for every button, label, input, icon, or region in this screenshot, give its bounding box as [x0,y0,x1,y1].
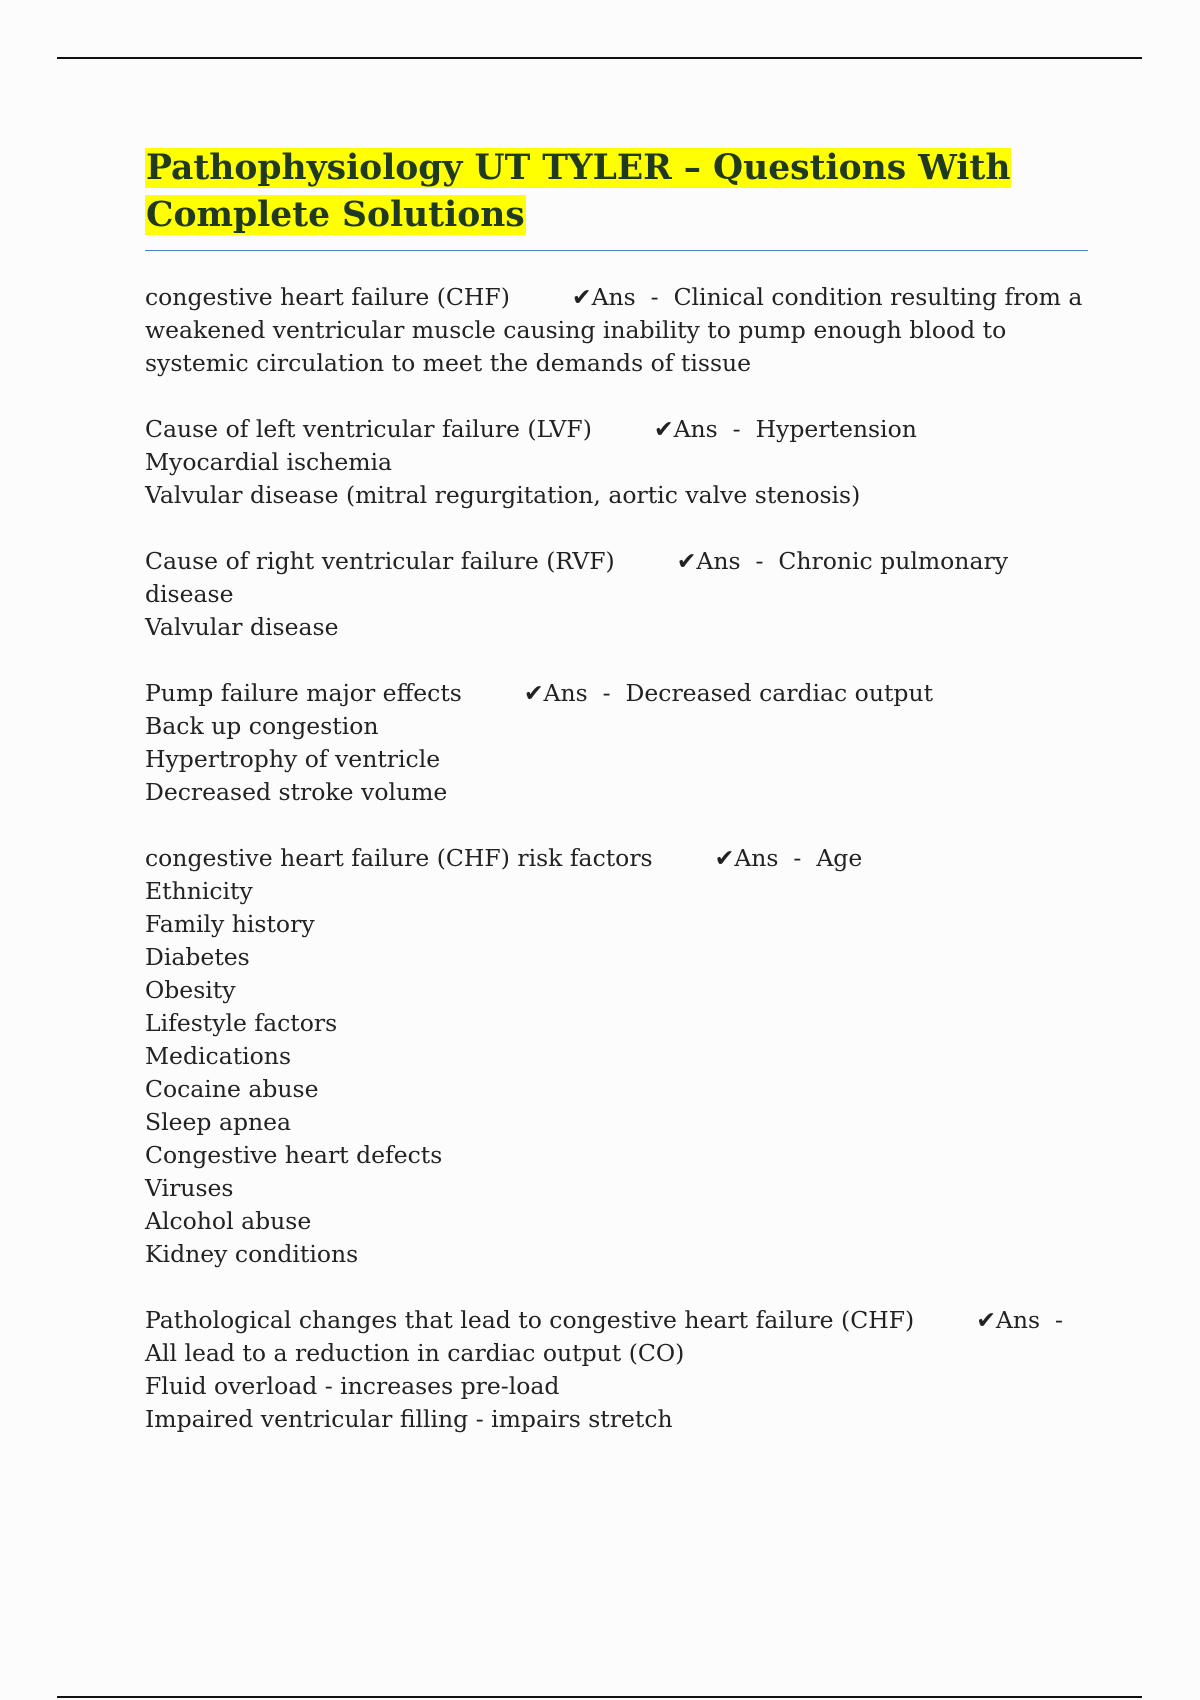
answer-line: Valvular disease (mitral regurgitation, aortic valve stenosis) [145,481,861,509]
qa-first-line [145,413,1090,446]
title-underline [145,250,1088,251]
answer-line: disease [145,580,234,608]
answer-line: Myocardial ischemia [145,448,393,476]
document-body [145,145,1090,1469]
answer-marker: ✔Ans - [714,844,817,872]
question-text: Pathological changes that lead to congestive heart failure (CHF) [145,1306,915,1334]
qa-first-line [145,545,1090,578]
title-line-1: Pathophysiology UT TYLER – Questions With [146,148,1011,188]
answer-line: Alcohol abuse [145,1207,312,1235]
answer-line: All lead to a reduction in cardiac output (CO) [145,1339,685,1367]
qa-entry [145,1304,1090,1436]
answer-line: Obesity [145,976,236,1004]
answer-line: Family history [145,910,315,938]
answer-marker: ✔Ans - [571,283,674,311]
answer-line: Fluid overload - increases pre-load [145,1372,560,1400]
answer-line: Viruses [145,1174,234,1202]
question-text: Cause of left ventricular failure (LVF) [145,415,592,443]
answer-line: Hypertrophy of ventricle [145,745,441,773]
qa-entry [145,545,1090,644]
answer-line: Congestive heart defects [145,1141,443,1169]
question-text: congestive heart failure (CHF) risk factors [145,844,653,872]
answer-line: Kidney conditions [145,1240,359,1268]
qa-entry [145,677,1090,809]
answer-marker: ✔Ans - [653,415,756,443]
question-text: congestive heart failure (CHF) [145,283,510,311]
answer-text: Hypertension [755,415,917,443]
answer-line: Medications [145,1042,292,1070]
page-bottom-rule [57,1696,1142,1698]
answer-text: Chronic pulmonary [778,547,1008,575]
page-top-rule [57,57,1142,59]
question-text: Pump failure major effects [145,679,462,707]
answer-text: Decreased cardiac output [625,679,934,707]
qa-entry [145,842,1090,1271]
answer-line: Impaired ventricular filling - impairs stretch [145,1405,673,1433]
answer-line: Sleep apnea [145,1108,292,1136]
answer-line: Lifestyle factors [145,1009,338,1037]
answer-line: Ethnicity [145,877,253,905]
answer-line: weakened ventricular muscle causing inability to pump enough blood to [145,316,1007,344]
qa-first-line [145,677,1090,710]
document-title [145,145,1090,239]
answer-line: systemic circulation to meet the demands of tissue [145,349,752,377]
question-text: Cause of right ventricular failure (RVF) [145,547,615,575]
answer-marker: ✔Ans - [676,547,779,575]
answer-line: Diabetes [145,943,250,971]
qa-list [145,281,1090,1436]
qa-first-line [145,842,1090,875]
answer-text: Age [816,844,863,872]
qa-first-line [145,281,1090,314]
title-line-2: Complete Solutions [146,195,525,235]
answer-marker: ✔Ans - [523,679,626,707]
answer-text: Clinical condition resulting from a [673,283,1083,311]
qa-entry [145,413,1090,512]
qa-entry [145,281,1090,380]
answer-line: Back up congestion [145,712,379,740]
answer-line: Decreased stroke volume [145,778,448,806]
answer-marker: ✔Ans - [976,1306,1078,1334]
answer-line: Cocaine abuse [145,1075,319,1103]
qa-first-line [145,1304,1090,1337]
answer-line: Valvular disease [145,613,339,641]
